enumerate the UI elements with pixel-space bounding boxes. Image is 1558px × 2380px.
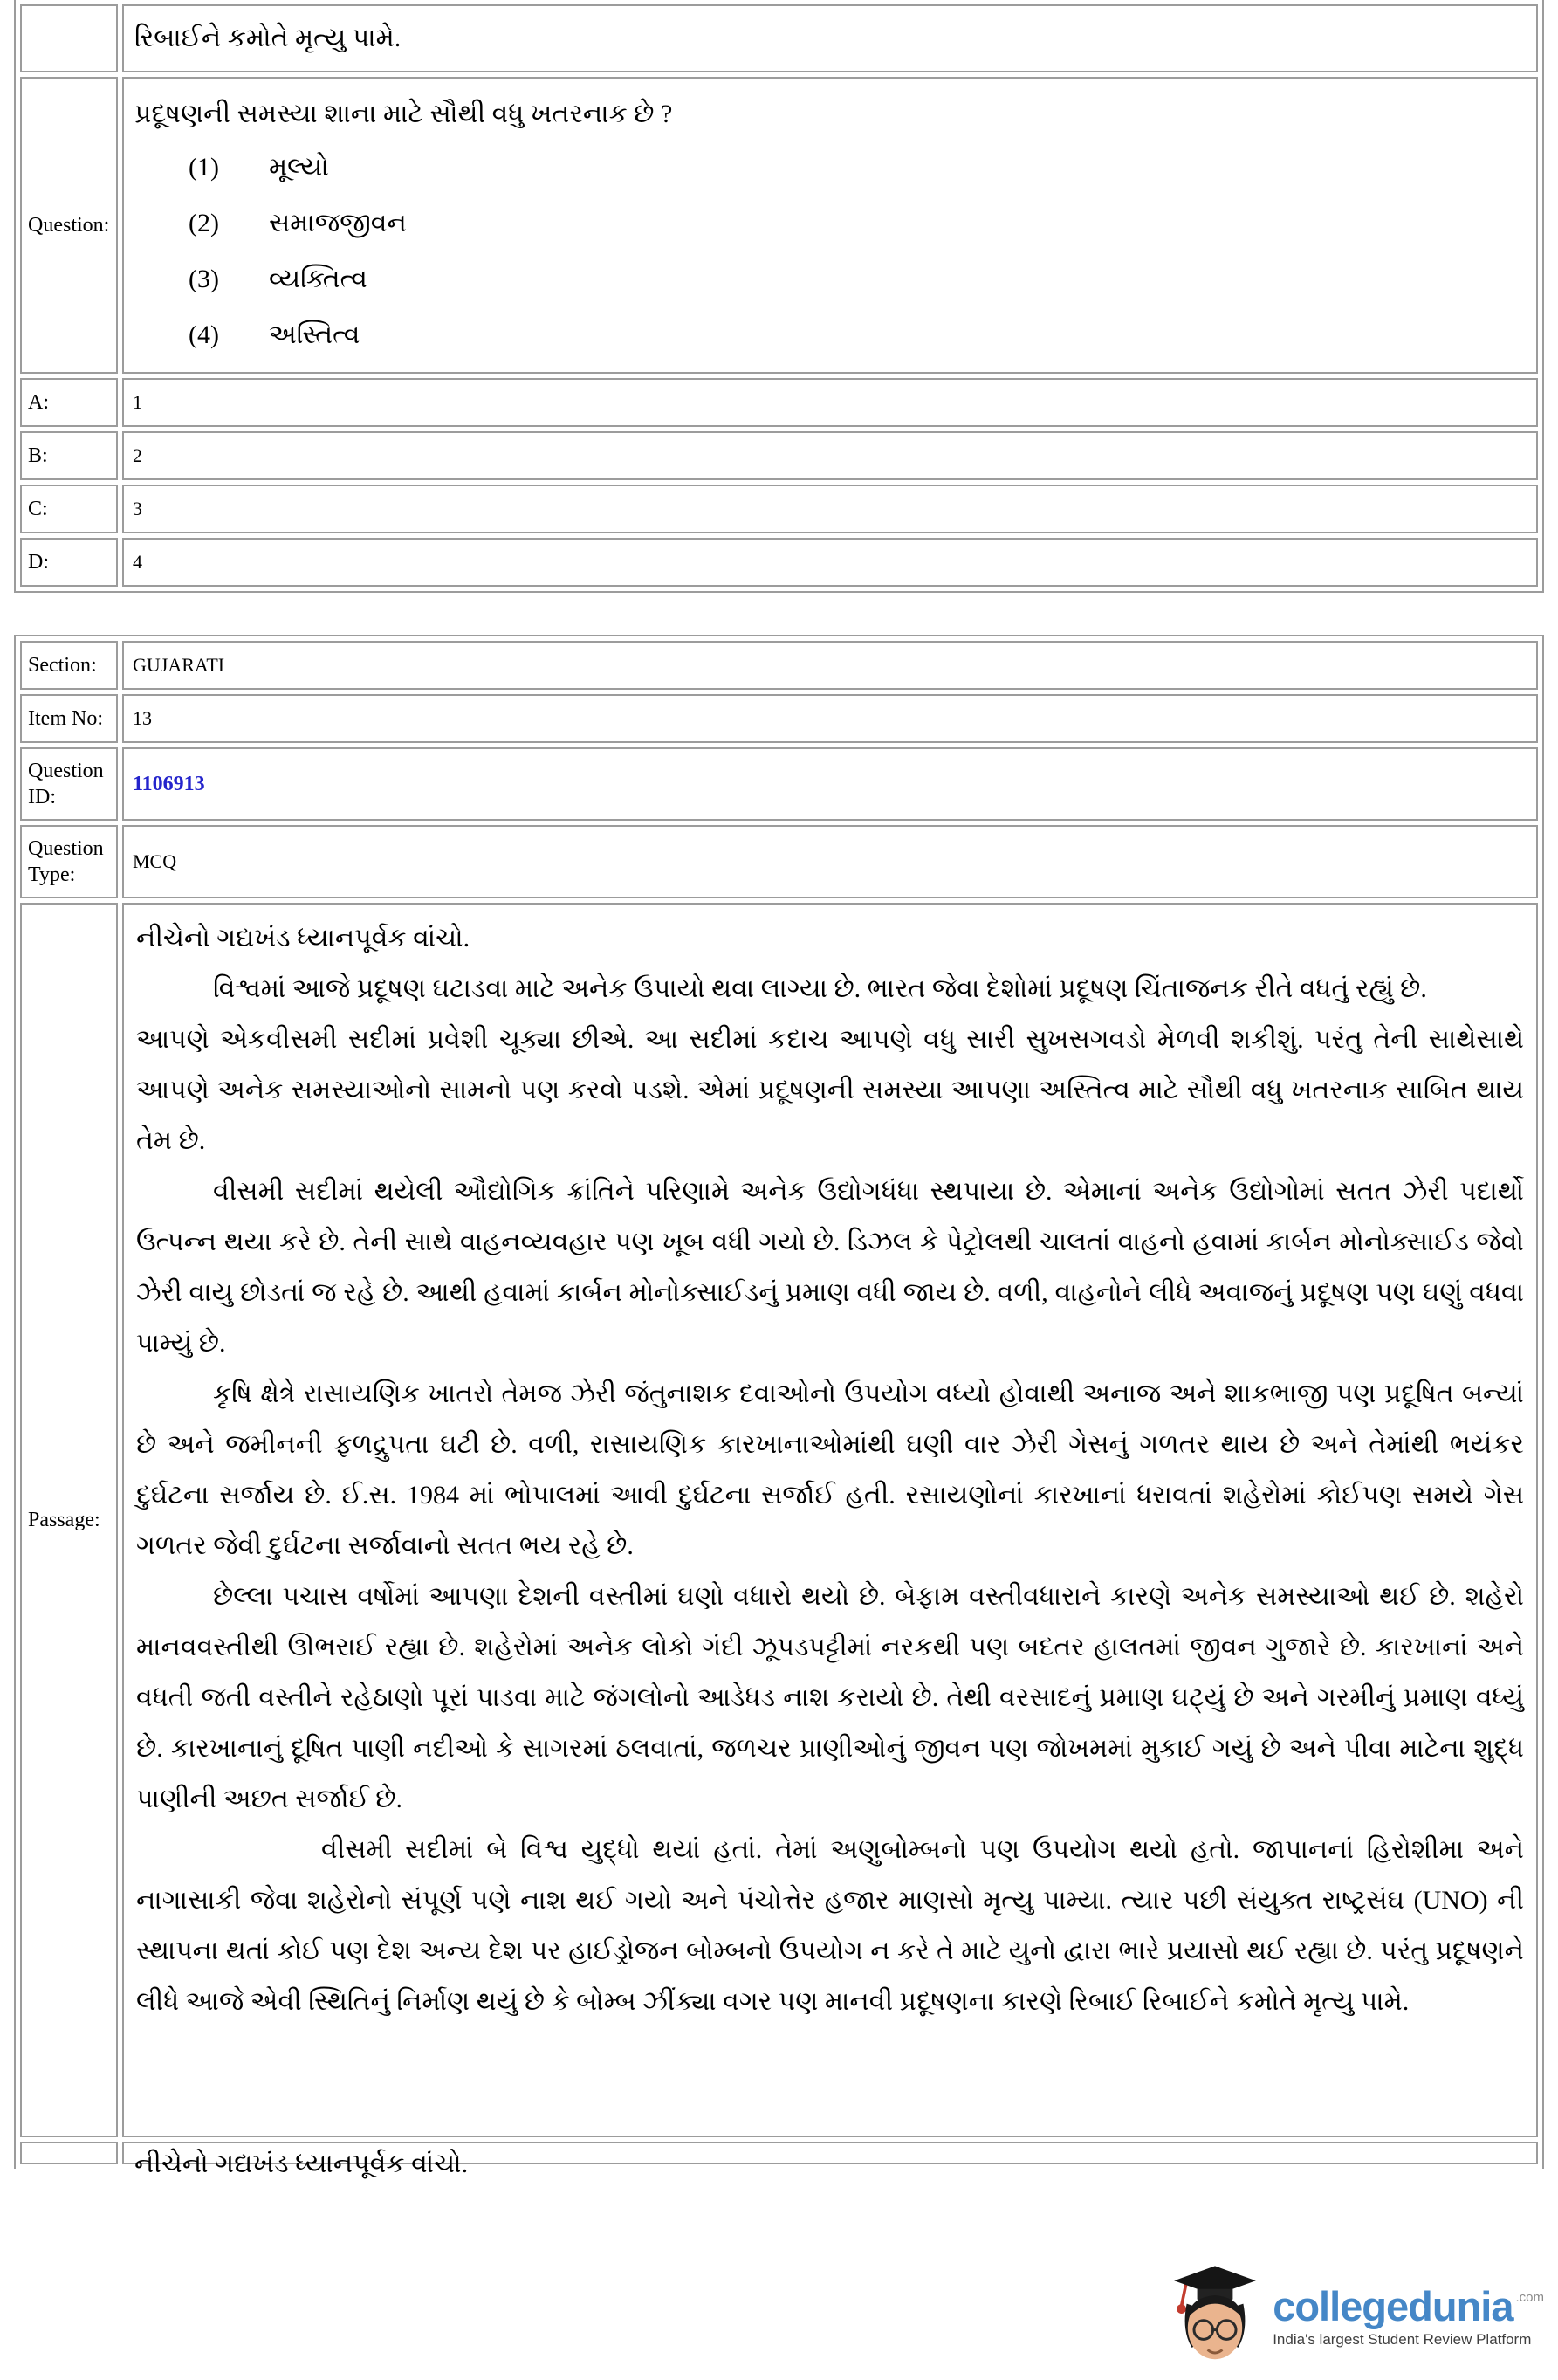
answer-value-c: 3 [122,485,1538,533]
next-question-partial-label-cell [20,2142,118,2164]
option-row [189,140,1526,196]
section-value: GUJARATI [122,641,1538,690]
passage-paragraph: વિશ્વમાં આજે પ્રદૂષણ ઘટાડવા માટે અનેક ઉપાયો થવા લાગ્યા છે. ભારત જેવા દેશોમાં પ્રદૂષણ ચિંતાજનક રીતે વધતું રહ્યું છે. [213,974,1427,1003]
section-row [20,641,1538,690]
answer-label-c: C: [20,485,118,533]
question-label: Question: [20,77,118,374]
brand-tld: .com [1515,2289,1544,2305]
question-id-cell [122,747,1538,821]
passage-paragraph: કૃષિ ક્ષેત્રે રાસાયણિક ખાતરો તેમજ ઝેરી જંતુનાશક દવાઓનો ઉપયોગ વધ્યો હોવાથી અનાજ અને શાકભાજી પણ પ્રદૂષિત બન્યાં છે અને જમીનની ફળદ્રુપતા ઘટી છે. વળી, રાસાયણિક કારખાનાઓમાંથી ઘણી વાર ઝેરી ગેસનું ગળતર થાય છે અને તેમાંથી ભયંકર દુર્ઘટના સર્જાય છે. ઈ.સ. 1984 માં ભોપાલમાં આવી દુર્ઘટના સર્જાઈ હતી. રસાયણોનાં કારખાનાં ધરાવતાં શહેરોમાં કોઈપણ સમયે ગેસ ગળતર જેવી દુર્ઘટના સર્જાવાનો સતત ભય રહે છે. [136,1379,1524,1560]
passage-cell [122,903,1538,2137]
answer-value-a: 1 [122,378,1538,427]
passage-row [20,903,1538,2137]
option-number: (2) [189,209,219,237]
option-number: (3) [189,265,219,293]
answer-row-b [20,431,1538,480]
option-row [189,251,1526,307]
question-type-row [20,825,1538,898]
option-text: વ્યક્તિત્વ [269,265,367,293]
brand-textblock [1273,2282,1544,2349]
answer-label-d: D: [20,538,118,587]
answer-label-b: B: [20,431,118,480]
answer-value-d: 4 [122,538,1538,587]
passage-paragraph: નીચેનો ગદ્યખંડ ધ્યાનપૂર્વક વાંચો. [136,924,470,953]
tassel-end [1177,2304,1186,2314]
answer-row-d [20,538,1538,587]
item-no-row [20,694,1538,743]
option-number: (1) [189,153,219,182]
question-id-label: Question ID: [20,747,118,821]
question-type-value: MCQ [122,825,1538,898]
answer-value-b: 2 [122,431,1538,480]
option-row [189,307,1526,363]
question-cell [122,77,1538,374]
previous-passage-tail-text: રિબાઈને કમોતે મૃત્યુ પામે. [122,4,1538,72]
next-question-partial-text: નીચેનો ગદ્યખંડ ધ્યાનપૂર્વક વાંચો. [134,2150,469,2178]
option-text: મૂલ્યો [269,153,329,182]
item-no-value: 13 [122,694,1538,743]
passage-paragraph: વીસમી સદીમાં બે વિશ્વ યુદ્ધો થયાં હતાં. તેમાં અણુબોમ્બનો પણ ઉપયોગ થયો હતો. જાપાનનાં હિરોશીમા અને નાગાસાકી જેવા શહેરોનો સંપૂર્ણ પણે નાશ થઈ ગયો અને પંચોત્તેર હજાર માણસો મૃત્યુ પામ્યા. ત્યાર પછી સંયુક્ત રાષ્ટ્રસંઘ (UNO) ની સ્થાપના થતાં કોઈ પણ દેશ અન્ય દેશ પર હાઈડ્રોજન બોમ્બનો ઉપયોગ ન કરે તે માટે યુનો દ્વારા ભારે પ્રયાસો થઈ રહ્યા છે. પરંતુ પ્રદૂષણને લીધે આજે એવી સ્થિતિનું નિર્માણ થયું છે કે બોમ્બ ઝીંક્યા વગર પણ માનવી પ્રદૂષણના કારણે રિબાઈ રિબાઈને કમોતે મૃત્યુ પામે. [136,1835,1524,2016]
passage-paragraph: આપણે એકવીસમી સદીમાં પ્રવેશી ચૂક્યા છીએ. આ સદીમાં કદાચ આપણે વધુ સારી સુખસગવડો મેળવી શકીશું. પરંતુ તેની સાથેસાથે આપણે અનેક સમસ્યાઓનો સામનો પણ કરવો પડશે. એમાં પ્રદૂષણની સમસ્યા આપણા અસ્તિત્વ માટે સૌથી વધુ ખતરનાક સાબિત થાય તેમ છે. [136,1025,1524,1155]
passage-body [136,913,1524,2127]
option-text: સમાજજીવન [269,209,407,237]
current-question-table [14,635,1544,2178]
collegedunia-mascot-icon [1168,2263,1262,2370]
collegedunia-logo [1168,2263,1544,2370]
item-no-label: Item No: [20,694,118,743]
question-id-link[interactable]: 1106913 [133,772,205,795]
passage-paragraph: છેલ્લા પચાસ વર્ષોમાં આપણા દેશની વસ્તીમાં ઘણો વધારો થયો છે. બેફામ વસ્તીવધારાને કારણે અનેક સમસ્યાઓ થઈ છે. શહેરો માનવવસ્તીથી ઊભરાઈ રહ્યા છે. શહેરોમાં અનેક લોકો ગંદી ઝૂપડપટ્ટીમાં નરકથી પણ બદતર હાલતમાં જીવન ગુજારે છે. કારખાનાં અને વધતી જતી વસ્તીને રહેઠાણો પૂરાં પાડવા માટે જંગલોનો આડેધડ નાશ કરાયો છે. તેથી વરસાદનું પ્રમાણ ઘટ્યું છે અને ગરમીનું પ્રમાણ વધ્યું છે. કારખાનાનું દૂષિત પાણી નદીઓ કે સાગરમાં ઠલવાતાં, જળચર પ્રાણીઓનું જીવન પણ જોખમમાં મુકાઈ ગયું છે અને પીવા માટેના શુદ્ધ પાણીની અછત સર્જાઈ છે. [136,1582,1524,1813]
next-question-partial-cell [122,2142,1538,2178]
brand-wordmark: collegedunia [1273,2282,1513,2329]
passage-label: Passage: [20,903,118,2137]
previous-passage-label-cell [20,4,118,72]
section-label: Section: [20,641,118,690]
previous-passage-tail-row [20,4,1538,72]
next-question-partial-row [20,2142,1538,2164]
previous-question-table [14,0,1544,593]
question-type-label: Question Type: [20,825,118,898]
brand-tagline: India's largest Student Review Platform [1273,2330,1532,2348]
option-number: (4) [189,320,219,349]
option-row [189,196,1526,251]
answer-row-a [20,378,1538,427]
table-gap [14,593,1544,635]
passage-paragraph: વીસમી સદીમાં થયેલી ઔદ્યોગિક ક્રાંતિને પરિણામે અનેક ઉદ્યોગધંધા સ્થપાયા છે. એમાનાં અનેક ઉદ્યોગોમાં સતત ઝેરી પદાર્થો ઉત્પન્ન થયા કરે છે. તેની સાથે વાહનવ્યવહાર પણ ખૂબ વધી ગયો છે. ડિઝલ કે પેટ્રોલથી ચાલતાં વાહનો હવામાં કાર્બન મોનોક્સાઈડ જેવો ઝેરી વાયુ છોડતાં જ રહે છે. આથી હવામાં કાર્બન મોનોક્સાઈડનું પ્રમાણ વધી જાય છે. વળી, વાહનોને લીધે અવાજનું પ્રદૂષણ પણ ઘણું વધવા પામ્યું છે. [136,1177,1524,1358]
answer-row-c [20,485,1538,533]
question-text: પ્રદૂષણની સમસ્યા શાના માટે સૌથી વધુ ખતરનાક છે ? [134,100,673,128]
option-text: અસ્તિત્વ [269,320,360,349]
question-id-row [20,747,1538,821]
question-row [20,77,1538,374]
answer-label-a: A: [20,378,118,427]
